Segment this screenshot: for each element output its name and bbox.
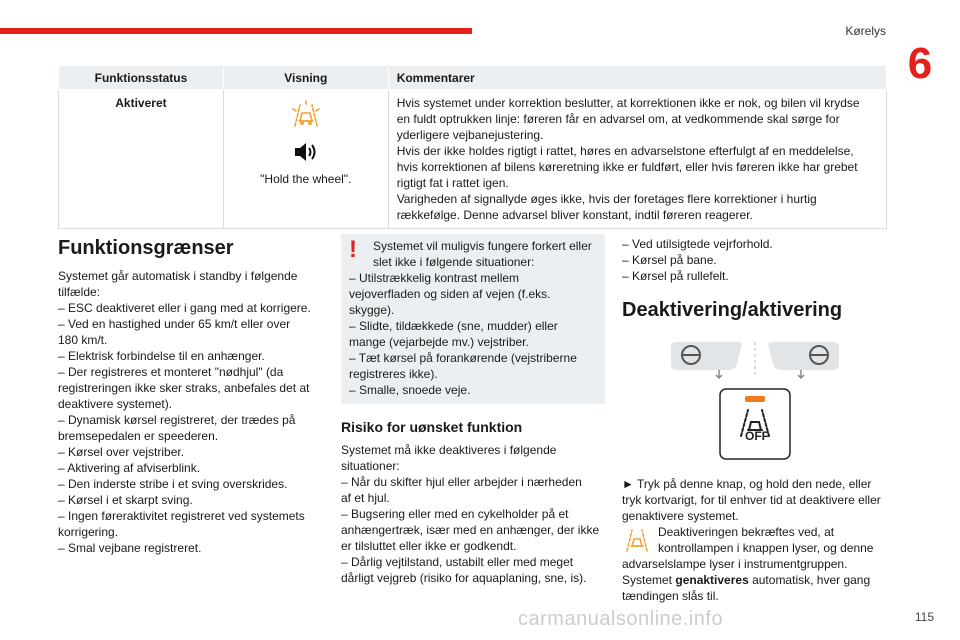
text-line: kontrollampen i knappen lyser, og denne [658,541,874,555]
column-deactivation [622,236,888,604]
text-line: af et hjul. [341,491,390,505]
final-line [622,572,888,588]
watermark: carmanualsonline.info [518,608,724,630]
final-prefix: Systemet [622,573,676,587]
text-line: deaktivere systemet). [58,397,173,411]
header-accent-bar [0,28,472,34]
text-line: – Kørsel på bane. [622,253,717,267]
warning-mark: ! [349,236,357,263]
text-line: registreringen ikke sker straks, anbefales det at [58,381,310,395]
risk-title: Risiko for uønsket funktion [341,419,523,435]
text-line: – Elektrisk forbindelse til en anhænger. [58,349,265,363]
chapter-number: 6 [907,39,933,88]
lane-warning-icon [289,99,323,129]
text-line: – Aktivering af afviserblink. [58,461,201,475]
text-line: Systemet går automatisk i standby i følgende [58,269,298,283]
text-line: advarselslampe lyser i instrumentgruppen. [622,557,848,571]
text-line: korrigering. [58,525,119,539]
text-line: anhængertræk, især med en anhænger, der ikke [341,523,600,537]
text-line: – Tæt kørsel på forankørende (vejstriberne [349,351,577,365]
final-bold: genaktiveres [675,573,749,587]
steering-wheel-illustrations [622,340,888,380]
text-line: mange (vejarbejde mv.) vejstriber. [349,335,529,349]
text-line: 180 km/t. [58,333,108,347]
text-line: tændingen slås til. [622,589,719,603]
text-line: bremsepedalen er speederen. [58,429,219,443]
final-suffix: automatisk, hver gang [748,573,871,587]
text-line: – Kørsel i et skarpt sving. [58,493,193,507]
speaker-icon [292,139,320,165]
divider-icon [753,340,757,380]
text-line: – Ingen føreraktivitet registreret ved systemets [58,509,305,523]
column-limits [58,236,320,556]
warning-box [341,234,605,404]
text-line: – Smalle, snoede veje. [349,383,471,397]
comment-line: Hvis der ikke holdes rigtigt i rattet, høres en advarselstone efterfulgt af en meddelelse, [396,144,854,158]
lane-warning-small-icon [622,524,652,554]
comment-line: Hvis systemet under korrektion beslutter, at korrektionen ikke er nok, og bilen vil krydse [396,96,860,110]
comment-line: yderligere vejbanejustering. [396,128,544,142]
text-line: – Ved utilsigtede vejrforhold. [622,237,773,251]
text-line: – Når du skifter hjul eller arbejder i nærheden [341,475,582,489]
comment-line: rigtigt fat i rattet igen. [396,176,509,190]
text-line: tilfælde: [58,285,101,299]
text-line: Deaktiveringen bekræftes ved, at [658,525,835,539]
limits-title: Funktionsgrænser [58,237,234,259]
steering-wheel-left-icon [669,340,743,380]
text-line: er tilsluttet eller ikke er godkendt. [341,539,517,553]
text-line: situationer: [341,459,400,473]
text-line: – Kørsel over vejstriber. [58,445,185,459]
text-line: skygge). [349,303,395,317]
text-line: registreres ikke). [349,367,438,381]
text-line: vejoverfladen og siden af vejen (f.eks. [349,287,551,301]
section-title: Kørelys [845,24,886,38]
text-line: – Dårlig vejtilstand, ustabilt eller med meget [341,555,574,569]
text-line: – ESC deaktiveret eller i gang med at korrigere. [58,301,311,315]
table-row [59,90,887,229]
text-line: – Dynamisk kørsel registreret, der trædes på [58,413,296,427]
text-line: dårligt vejgreb (risiko for aquaplaning, sne, is). [341,571,587,585]
deactivation-title: Deaktivering/aktivering [622,299,843,321]
text-line: genaktivere systemet. [622,509,739,523]
text-line: slet ikke i følgende situationer: [373,255,535,269]
comment-line: en fuldt optrukken linje: føreren får en advarsel om, at vedkommende skal sørge for [396,112,840,126]
table-header-status: Funktionsstatus [59,66,224,90]
confirmation-paragraph [622,524,888,572]
text-line: Systemet må ikke deaktiveres i følgende [341,443,557,457]
text-line: – Smal vejbane registreret. [58,541,202,555]
text-line: – Slidte, tildækkede (sne, mudder) eller [349,319,558,333]
text-line: – Kørsel på rullefelt. [622,269,729,283]
function-status-table [58,65,887,229]
status-cell: Aktiveret [59,90,224,229]
table-header-display: Visning [223,66,388,90]
text-line: – Utilstrækkelig kontrast mellem [349,271,520,285]
table-header-comments: Kommentarer [388,66,886,90]
comment-line: hvis korrektionen af bilens køreretning ikke er fuldført, eller hvis føreren ikke har grebet [396,160,858,174]
off-label: OFF [745,429,769,443]
text-line: Systemet vil muligvis fungere forkert eller [373,239,592,253]
text-line: – Der registreres et monteret "nødhjul" (da [58,365,284,379]
text-line: – Den inderste stribe i et sving overskrides. [58,477,288,491]
comment-line: Varigheden af signallyde øges ikke, hvis der foretages flere korrektioner i hurtig [396,192,817,206]
lane-assist-button-illustration [622,388,888,460]
column-warnings [341,234,605,586]
text-line: – Ved en hastighed under 65 km/t eller over [58,317,291,331]
lane-off-button-icon [719,388,791,460]
text-line: ► Tryk på denne knap, og hold den nede, eller [622,477,872,491]
comments-cell [388,90,886,229]
display-label: "Hold the wheel". [260,172,352,186]
display-cell [223,90,388,229]
comment-line: rækkefølge. Denne advarsel bliver konstant, indtil føreren reagerer. [396,208,753,222]
text-line: – Bugsering eller med en cykelholder på et [341,507,569,521]
page-number: 115 [914,610,934,624]
steering-wheel-right-icon [767,340,841,380]
text-line: tryk kortvarigt, for til enhver tid at deaktivere eller [622,493,881,507]
